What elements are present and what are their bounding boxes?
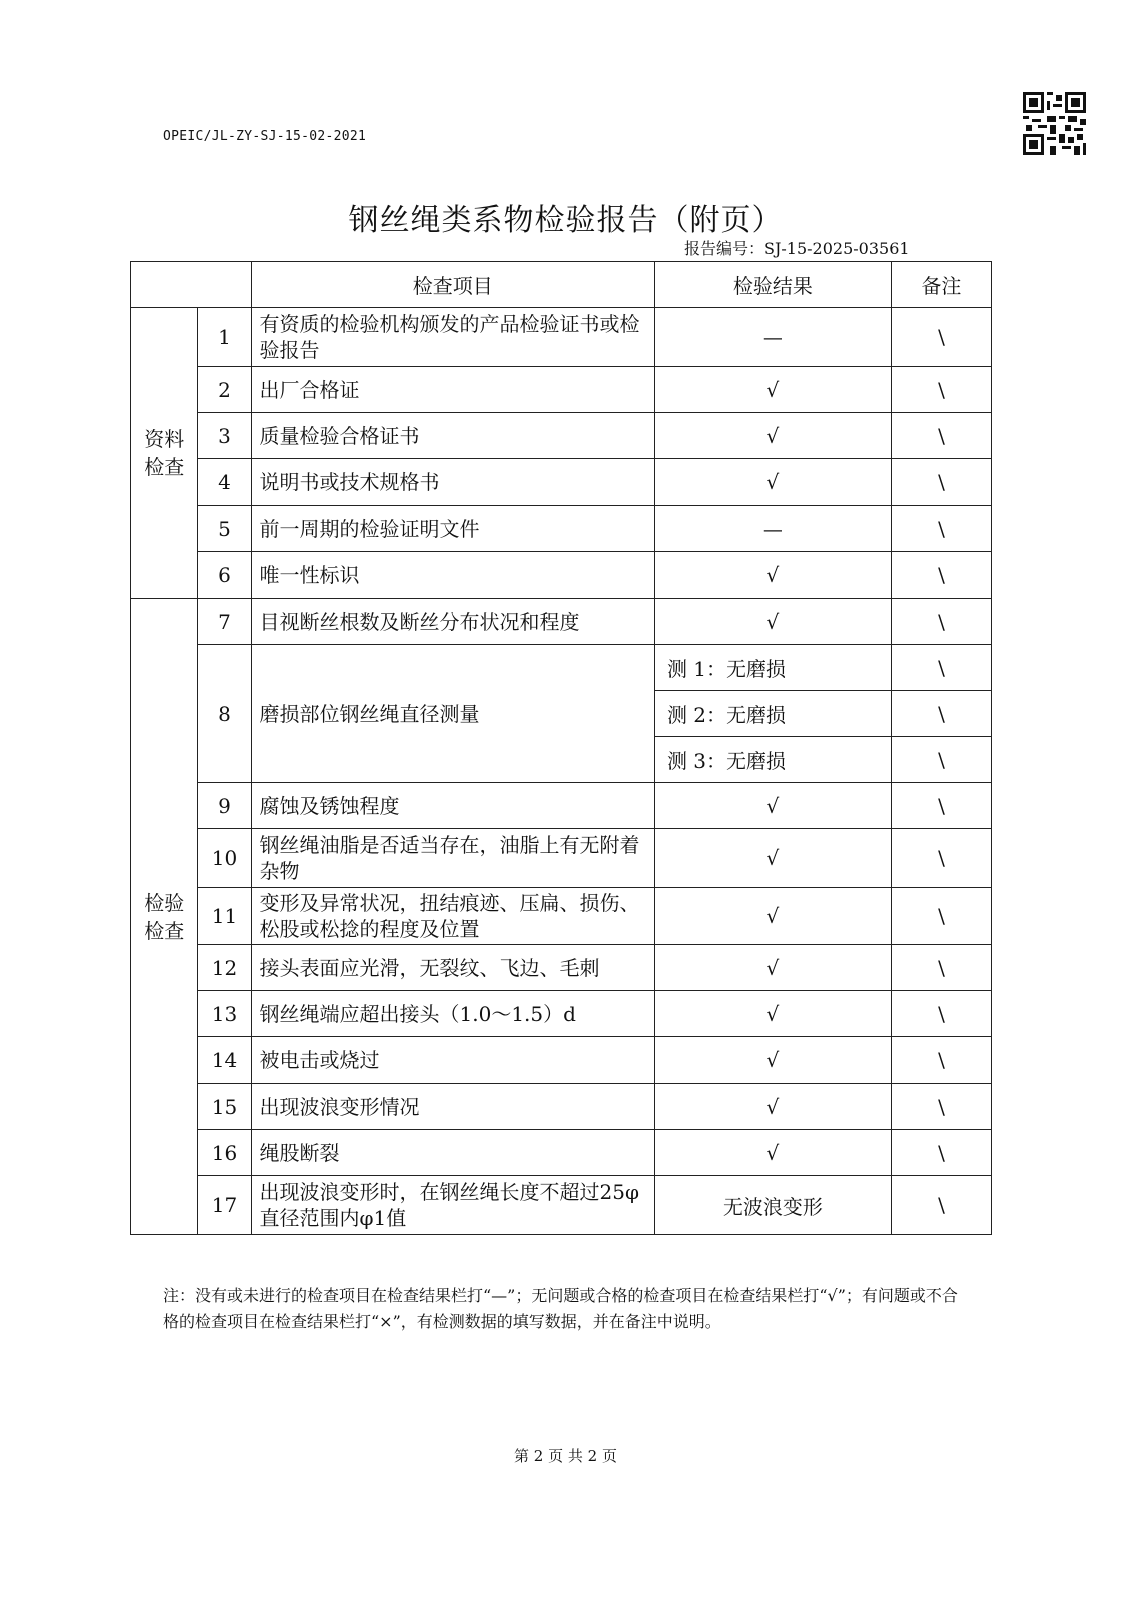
row-remark: \ xyxy=(891,691,991,737)
row-result: √ xyxy=(654,945,891,991)
header-item: 检查项目 xyxy=(251,262,654,308)
row-item: 质量检验合格证书 xyxy=(251,413,654,459)
row-result: √ xyxy=(654,888,891,945)
row-number: 17 xyxy=(198,1176,251,1235)
row-remark: \ xyxy=(891,367,991,413)
header-blank-cell xyxy=(131,262,252,308)
row-item: 前一周期的检验证明文件 xyxy=(251,506,654,552)
row-item: 绳股断裂 xyxy=(251,1130,654,1176)
table-row xyxy=(131,1084,992,1130)
row-remark: \ xyxy=(891,737,991,783)
row-remark: \ xyxy=(891,783,991,829)
row-result: √ xyxy=(654,1037,891,1084)
row-item: 有资质的检验机构颁发的产品检验证书或检验报告 xyxy=(251,308,654,367)
row-result: √ xyxy=(654,552,891,599)
row-remark: \ xyxy=(891,945,991,991)
table-row xyxy=(131,599,992,645)
row-item: 接头表面应光滑，无裂纹、飞边、毛刺 xyxy=(251,945,654,991)
row-number: 6 xyxy=(198,552,251,599)
row-number: 7 xyxy=(198,599,251,645)
row-result: √ xyxy=(654,991,891,1037)
row-result: √ xyxy=(654,829,891,888)
row-sub-result: 测 1：无磨损 xyxy=(654,645,891,691)
row-item: 出厂合格证 xyxy=(251,367,654,413)
row-number: 3 xyxy=(198,413,251,459)
row-number: 2 xyxy=(198,367,251,413)
row-result: √ xyxy=(654,367,891,413)
row-number: 1 xyxy=(198,308,251,367)
row-result: √ xyxy=(654,413,891,459)
row-number: 9 xyxy=(198,783,251,829)
row-item: 钢丝绳端应超出接头（1.0～1.5）d xyxy=(251,991,654,1037)
table-note: 注：没有或未进行的检查项目在检查结果栏打“—”；无问题或合格的检查项目在检查结果栏打“√”；有问题或不合格的检查项目在检查结果栏打“×”，有检测数据的填写数据，并在备注中说明。 xyxy=(163,1286,958,1331)
row-item: 出现波浪变形情况 xyxy=(251,1084,654,1130)
row-remark: \ xyxy=(891,459,991,506)
row-remark: \ xyxy=(891,1176,991,1235)
table-row xyxy=(131,506,992,552)
inspection-table xyxy=(130,261,992,1235)
row-item: 说明书或技术规格书 xyxy=(251,459,654,506)
row-result: — xyxy=(654,506,891,552)
row-number: 12 xyxy=(198,945,251,991)
table-row xyxy=(131,991,992,1037)
row-remark: \ xyxy=(891,552,991,599)
table-header-row xyxy=(131,262,992,308)
row-remark: \ xyxy=(891,829,991,888)
table-row xyxy=(131,413,992,459)
row-result: √ xyxy=(654,1130,891,1176)
row-result: √ xyxy=(654,459,891,506)
row-result: √ xyxy=(654,599,891,645)
row-remark: \ xyxy=(891,1037,991,1084)
row-number: 13 xyxy=(198,991,251,1037)
page-footer: 第 2 页 共 2 页 xyxy=(514,1447,617,1465)
report-title: 钢丝绳类系物检验报告（附页） xyxy=(348,203,783,238)
category-inspection-check: 检验检查 xyxy=(131,599,198,1235)
table-row xyxy=(131,829,992,888)
table-row xyxy=(131,367,992,413)
row-item: 变形及异常状况，扭结痕迹、压扁、损伤、松股或松捻的程度及位置 xyxy=(251,888,654,945)
row-number: 5 xyxy=(198,506,251,552)
row-remark: \ xyxy=(891,1084,991,1130)
table-row xyxy=(131,1130,992,1176)
table-row xyxy=(131,945,992,991)
table-row xyxy=(131,552,992,599)
table-row xyxy=(131,459,992,506)
row-remark: \ xyxy=(891,645,991,691)
row-item: 目视断丝根数及断丝分布状况和程度 xyxy=(251,599,654,645)
row-item: 钢丝绳油脂是否适当存在，油脂上有无附着杂物 xyxy=(251,829,654,888)
table-row xyxy=(131,645,992,691)
row-sub-result: 测 2：无磨损 xyxy=(654,691,891,737)
row-number: 16 xyxy=(198,1130,251,1176)
row-result: √ xyxy=(654,783,891,829)
header-remark: 备注 xyxy=(891,262,991,308)
row-remark: \ xyxy=(891,991,991,1037)
row-remark: \ xyxy=(891,308,991,367)
row-result: √ xyxy=(654,1084,891,1130)
row-sub-result: 测 3：无磨损 xyxy=(654,737,891,783)
report-number: 报告编号：SJ-15-2025-03561 xyxy=(684,239,910,258)
qr-code-icon xyxy=(1023,92,1086,155)
row-remark: \ xyxy=(891,888,991,945)
table-row xyxy=(131,1176,992,1235)
row-item: 磨损部位钢丝绳直径测量 xyxy=(251,645,654,783)
table-row xyxy=(131,888,992,945)
row-item: 腐蚀及锈蚀程度 xyxy=(251,783,654,829)
row-remark: \ xyxy=(891,599,991,645)
row-remark: \ xyxy=(891,506,991,552)
row-item: 被电击或烧过 xyxy=(251,1037,654,1084)
table-row xyxy=(131,1037,992,1084)
row-number: 4 xyxy=(198,459,251,506)
row-item: 唯一性标识 xyxy=(251,552,654,599)
header-result: 检验结果 xyxy=(654,262,891,308)
document-code: OPEIC/JL-ZY-SJ-15-02-2021 xyxy=(163,129,367,144)
row-result: 无波浪变形 xyxy=(654,1176,891,1235)
table-row xyxy=(131,308,992,367)
row-number: 8 xyxy=(198,645,251,783)
row-number: 11 xyxy=(198,888,251,945)
row-result: — xyxy=(654,308,891,367)
row-number: 10 xyxy=(198,829,251,888)
row-remark: \ xyxy=(891,413,991,459)
category-docs-check: 资料检查 xyxy=(131,308,198,599)
row-item: 出现波浪变形时，在钢丝绳长度不超过25φ直径范围内φ1值 xyxy=(251,1176,654,1235)
table-row xyxy=(131,783,992,829)
row-number: 14 xyxy=(198,1037,251,1084)
row-remark: \ xyxy=(891,1130,991,1176)
row-number: 15 xyxy=(198,1084,251,1130)
